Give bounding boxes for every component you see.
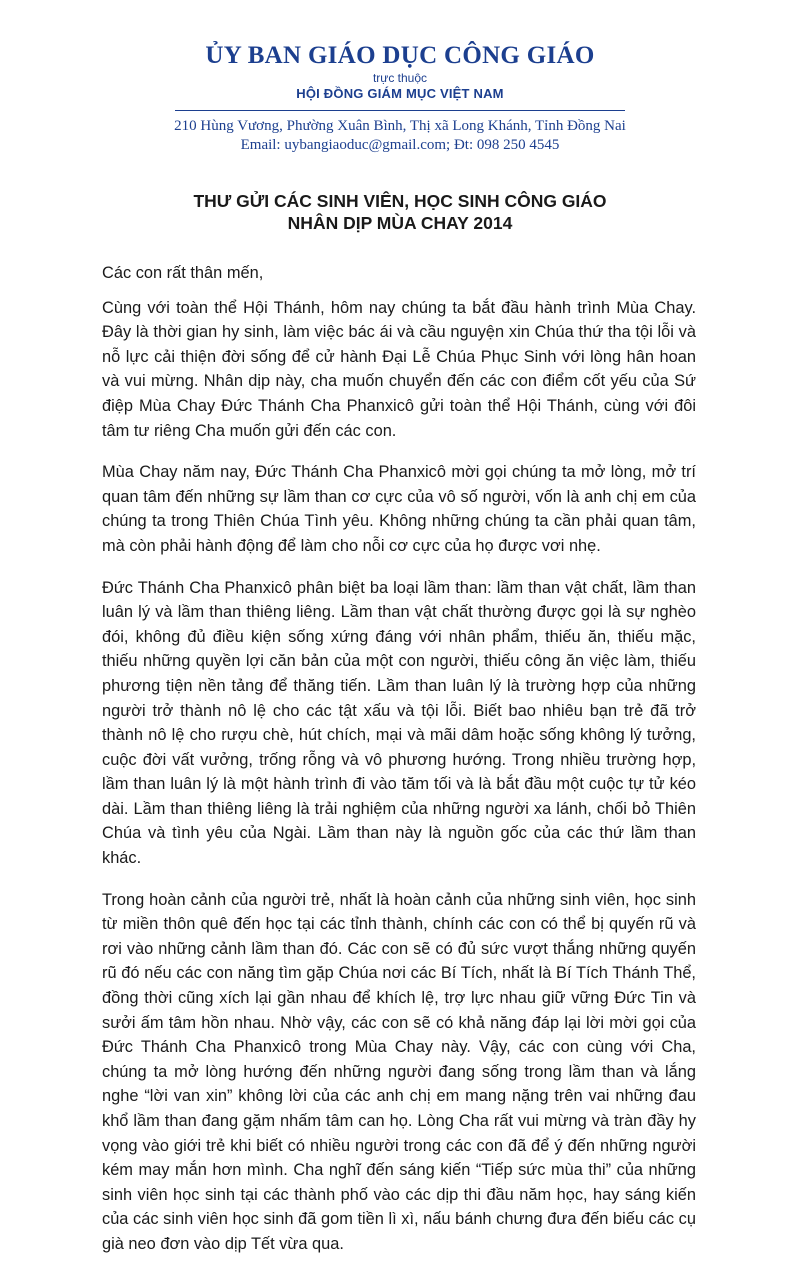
letterhead-address: 210 Hùng Vương, Phường Xuân Bình, Thị xã Long Khánh, Tỉnh Đồng Nai [174, 118, 626, 134]
paragraph-3: Đức Thánh Cha Phanxicô phân biệt ba loại lầm than: lầm than vật chất, lầm than luân lý và lầm than thiêng liêng. Lầm than vật chất thường được gọi là sự nghèo đói, không đủ điều kiện sống xứng đáng với nhân phẩm, thiếu ăn, thiếu mặc, thiếu những quyền lợi căn bản của một con người, thiếu công ăn việc làm, thiếu phương tiện nền tảng để thăng tiến. Lầm than luân lý là trường hợp của những người trở thành nô lệ cho các tật xấu và tội lỗi. Biết bao nhiêu bạn trẻ đã trở thành nô lệ cho rượu chè, hút chích, mại và mãi dâm hoặc sống không lý tưởng, cuộc đời vất vưởng, trống rỗng và vô phương hướng. Trong nhiều trường hợp, lầm than luân lý là một hành trình đi vào tăm tối và là bắt đầu một cuộc tự tử kéo dài. Lầm than thiêng liêng là trải nghiệm của những người xa lánh, chối bỏ Thiên Chúa và tình yêu của Ngài. Lầm than này là nguồn gốc của các thứ lầm than khác. [102, 578, 696, 868]
letterhead-contact: Email: uybangiaoduc@gmail.com; Đt: 098 250 4545 [240, 137, 560, 153]
letter-title-line1: THƯ GỬI CÁC SINH VIÊN, HỌC SINH CÔNG GIÁO [193, 191, 607, 211]
letterhead-divider [175, 110, 625, 111]
parent-body-name: HỘI ĐỒNG GIÁM MỤC VIỆT NAM [296, 86, 504, 101]
paragraph-2: Mùa Chay năm nay, Đức Thánh Cha Phanxicô mời gọi chúng ta mở lòng, mở trí quan tâm đến những sự lầm than cơ cực của vô số người, vốn là anh chị em của chúng ta trong Thiên Chúa Tình yêu. Không những chúng ta cần phải quan tâm, mà còn phải hành động để làm cho nỗi cơ cực của họ được vơi nhẹ. [102, 463, 696, 555]
paragraph-4: Trong hoàn cảnh của người trẻ, nhất là hoàn cảnh của những sinh viên, học sinh từ miền thôn quê đến học tại các tỉnh thành, chính các con có thể bị quyến rũ và rơi vào những cảnh lầm than đó. Các con sẽ có đủ sức vượt thắng những quyến rũ đó nếu các con năng tìm gặp Chúa nơi các Bí Tích, nhất là Bí Tích Thánh Thể, đồng thời cũng xích lại gần nhau để khích lệ, trợ lực nhau giữ vững Đức Tin và sưởi ấm tâm hồn nhau. Nhờ vậy, các con sẽ có khả năng đáp lại lời mời gọi của Đức Thánh Cha Phanxicô trong Mùa Chay này. Vậy, các con cùng với Cha, chúng ta mở lòng hướng đến những người đang sống trong lầm than và lắng nghe “lời van xin” không lời của các anh chị em mang nặng trên vai những đau khổ lầm than đang gặm nhấm tâm can họ. Lòng Cha rất vui mừng và tràn đầy hy vọng vào giới trẻ khi biết có nhiều người trong các con đã để ý đến những người kém may mắn hơn mình. Cha nghĩ đến sáng kiến “Tiếp sức mùa thi” của những sinh viên học sinh tại các thành phố vào các dịp thi đầu năm học, hay sáng kiến của các sinh viên học sinh đã gom tiền lì xì, nấu bánh chưng đưa đến biếu các cụ già neo đơn vào dịp Tết vừa qua. [102, 890, 696, 1253]
letter-title-line2: NHÂN DỊP MÙA CHAY 2014 [287, 213, 513, 233]
greeting: Các con rất thân mến, [102, 264, 264, 282]
letter-body [102, 261, 696, 1274]
paragraph-1: Cùng với toàn thể Hội Thánh, hôm nay chúng ta bắt đầu hành trình Mùa Chay. Đây là thời gian hy sinh, làm việc bác ái và cầu nguyện xin Chúa thứ tha tội lỗi và nỗ lực cải thiện đời sống để cử hành Đại Lễ Chúa Phục Sinh với lòng hân hoan và vui mừng. Nhân dịp này, cha muốn chuyển đến các con điểm cốt yếu của Sứ điệp Mùa Chay Đức Thánh Cha Phanxicô gửi toàn thể Hội Thánh, cùng với đôi tâm tư riêng Cha muốn gửi đến các con. [102, 298, 696, 440]
organization-name: ỦY BAN GIÁO DỤC CÔNG GIÁO [205, 42, 595, 69]
affiliation-label: trực thuộc [372, 71, 428, 85]
